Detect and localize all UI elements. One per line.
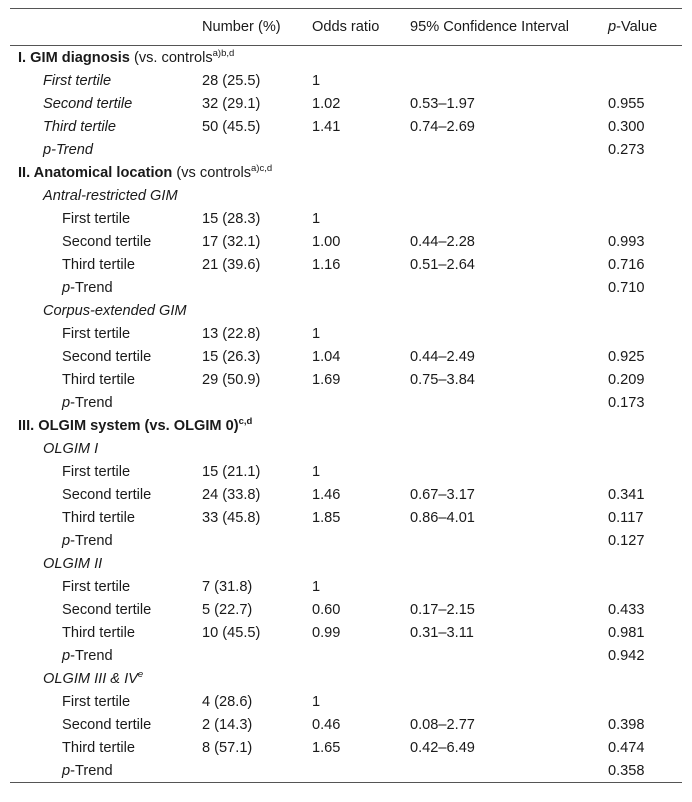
table-row: Third tertile 33 (45.8) 1.85 0.86–4.01 0.117	[62, 509, 644, 526]
table-row: Second tertile 5 (22.7) 0.60 0.17–2.15 0.433	[62, 601, 645, 618]
header-ci: 95% Confidence Interval	[410, 19, 570, 35]
table-row: First tertile 15 (28.3) 1	[62, 210, 321, 227]
table-row: Third tertile 50 (45.5) 1.41 0.74–2.69 0.300	[43, 118, 645, 135]
table-row: Third tertile 21 (39.6) 1.16 0.51–2.64 0.716	[62, 256, 645, 273]
section-anatomical-location: II. Anatomical location (vs controls$^{a)c,d}$	[18, 162, 273, 181]
section-title: III. OLGIM system (vs. OLGIM 0)	[18, 417, 239, 434]
table-row: First tertile 15 (21.1) 1	[62, 463, 321, 480]
table-row: Third tertile 29 (50.9) 1.69 0.75–3.84 0.209	[62, 371, 645, 388]
table-row-trend: p-Trend 0.273	[43, 141, 645, 158]
table-row: First tertile 7 (31.8) 1	[62, 578, 321, 595]
table-row-trend: p-Trend 0.358	[62, 762, 645, 779]
subgroup-antral: Antral-restricted GIM	[43, 187, 178, 204]
table-row: Second tertile 17 (32.1) 1.00 0.44–2.28 0.993	[62, 233, 645, 250]
subgroup-olgim-1: OLGIM I	[43, 440, 99, 457]
table-row: Second tertile 2 (14.3) 0.46 0.08–2.77 0.398	[62, 716, 645, 733]
table-row: Third tertile 8 (57.1) 1.65 0.42–6.49 0.474	[62, 739, 645, 756]
results-table	[10, 8, 682, 783]
results-table-container	[10, 8, 682, 783]
section-olgim-system: III. OLGIM system (vs. OLGIM 0)$^{c,d}$	[18, 415, 253, 434]
table-row: Second tertile 24 (33.8) 1.46 0.67–3.17 0.341	[62, 486, 645, 503]
subgroup-corpus: Corpus-extended GIM	[43, 302, 187, 319]
table-row: Third tertile 10 (45.5) 0.99 0.31–3.11 0.981	[62, 624, 645, 641]
table-row-trend: p-Trend 0.173	[62, 394, 645, 411]
table-row: Second tertile 15 (26.3) 1.04 0.44–2.49 0.925	[62, 348, 645, 365]
subgroup-olgim-3-4: OLGIM III & IVe	[43, 668, 144, 687]
table-row: Second tertile 32 (29.1) 1.02 0.53–1.97 0.955	[43, 95, 645, 112]
table-row: First tertile 4 (28.6) 1	[62, 693, 321, 710]
table-row-trend: p-Trend 0.942	[62, 647, 645, 664]
table-row-trend: p-Trend 0.710	[62, 279, 645, 296]
table-row: First tertile 28 (25.5) 1	[43, 72, 321, 89]
header-pvalue: p-Value	[608, 19, 658, 35]
header-row	[10, 9, 682, 46]
subgroup-olgim-2: OLGIM II	[43, 555, 103, 572]
header-label	[10, 9, 202, 46]
section-title: I. GIM diagnosis	[18, 49, 130, 66]
section-title: II. Anatomical location	[18, 164, 173, 181]
table-row-trend: p-Trend 0.127	[62, 532, 645, 549]
header-number: Number (%)	[202, 19, 281, 35]
header-odds-ratio: Odds ratio	[312, 19, 380, 35]
section-gim-diagnosis: I. GIM diagnosis (vs. controls$^{a)b,d}$	[18, 47, 235, 66]
table-row: First tertile 13 (22.8) 1	[62, 325, 321, 342]
